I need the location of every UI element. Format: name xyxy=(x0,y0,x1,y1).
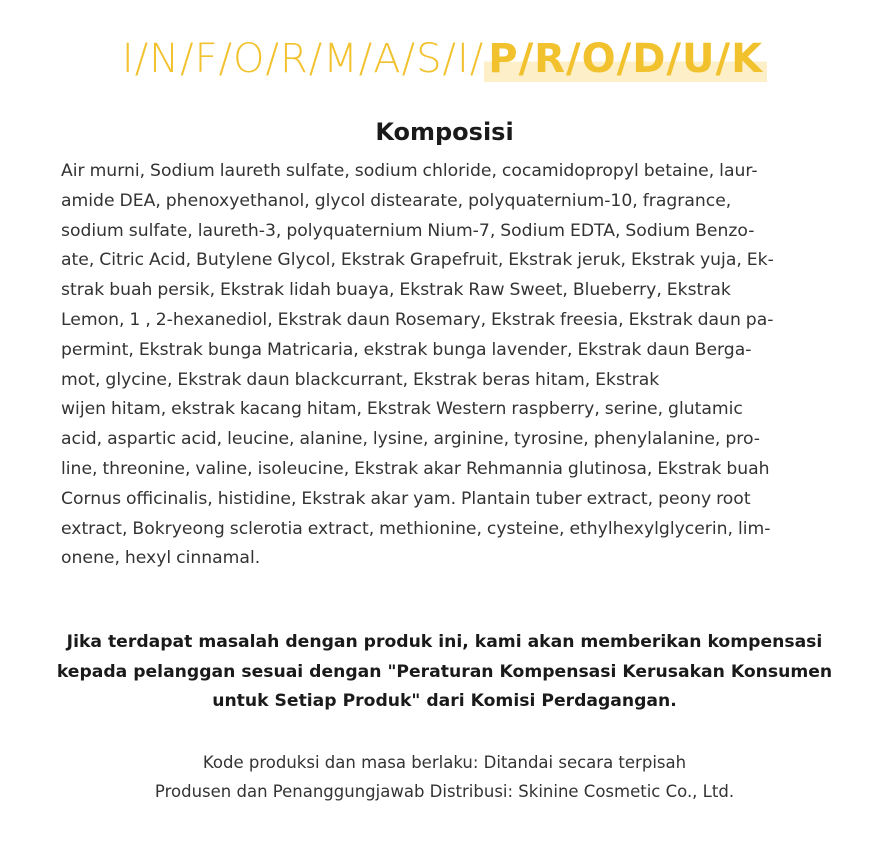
page-title-light: I/N/F/O/R/M/A/S/I/ xyxy=(121,36,485,82)
page-title xyxy=(0,36,889,82)
notice-line: Jika terdapat masalah dengan produk ini, kami akan memberikan kompensasi xyxy=(66,632,823,652)
composition-line: Air murni, Sodium laureth sulfate, sodium chloride, cocamidopropyl betaine, laur- xyxy=(61,161,758,181)
composition-line: ate, Citric Acid, Butylene Glycol, Ekstrak Grapefruit, Ekstrak jeruk, Ekstrak yuja, Ek- xyxy=(61,250,774,271)
notice-line: kepada pelanggan sesuai dengan "Peraturan Kompensasi Kerusakan Konsumen xyxy=(56,661,833,682)
page-title-bold: P/R/O/D/U/K xyxy=(484,36,767,82)
composition-line: permint, Ekstrak bunga Matricaria, ekstrak bunga lavender, Ekstrak daun Berga- xyxy=(61,339,752,360)
product-info-footer xyxy=(0,748,889,806)
notice-line: untuk Setiap Produk" dari Komisi Perdagangan. xyxy=(212,691,677,711)
composition-line: Cornus officinalis, histidine, Ekstrak akar yam. Plantain tuber extract, peony root xyxy=(61,488,751,509)
compensation-notice xyxy=(20,628,869,717)
composition-line: extract, Bokryeong sclerotia extract, methionine, cysteine, ethylhexylglycerin, lim- xyxy=(61,518,771,539)
composition-line: sodium sulfate, laureth-3, polyquaternium Nium-7, Sodium EDTA, Sodium Benzo- xyxy=(61,220,755,241)
composition-line: Lemon, 1 , 2-hexanediol, Ekstrak daun Rosemary, Ekstrak freesia, Ekstrak daun pa- xyxy=(61,309,774,330)
composition-heading: Komposisi xyxy=(375,118,514,146)
composition-line: amide DEA, phenoxyethanol, glycol distearate, polyquaternium-10, fragrance, xyxy=(61,190,732,211)
composition-line: onene, hexyl cinnamal. xyxy=(61,548,261,569)
manufacturer-text: Produsen dan Penanggungjawab Distribusi: Skinine Cosmetic Co., Ltd. xyxy=(154,782,735,801)
composition-line: mot, glycine, Ekstrak daun blackcurrant, Ekstrak beras hitam, Ekstrak xyxy=(61,369,660,390)
composition-text xyxy=(61,157,831,574)
production-code-text: Kode produksi dan masa berlaku: Ditandai secara terpisah xyxy=(202,753,687,772)
composition-line: acid, aspartic acid, leucine, alanine, lysine, arginine, tyrosine, phenylalanine, pro- xyxy=(61,429,760,450)
composition-line: wijen hitam, ekstrak kacang hitam, Ekstrak Western raspberry, serine, glutamic xyxy=(61,399,743,420)
composition-line: line, threonine, valine, isoleucine, Ekstrak akar Rehmannia glutinosa, Ekstrak buah xyxy=(61,458,770,479)
composition-line: strak buah persik, Ekstrak lidah buaya, Ekstrak Raw Sweet, Blueberry, Ekstrak xyxy=(61,280,731,301)
